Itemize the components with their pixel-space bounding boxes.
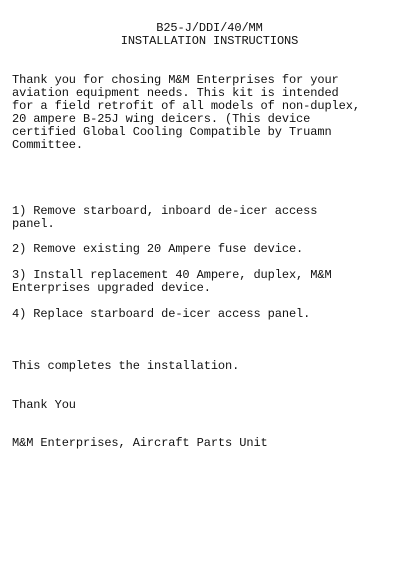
thanks-text: Thank You [12,398,76,412]
document-code: B25-J/DDI/40/MM [156,21,263,35]
intro-line: Thank you for chosing M&M Enterprises for your [12,73,339,87]
step-2-line: 2) Remove existing 20 Ampere fuse device. [12,242,304,256]
document-title: INSTALLATION INSTRUCTIONS [120,34,299,48]
intro-line: certified Global Cooling Compatible by Truamn [12,125,332,139]
step-1-line: panel. [12,217,55,231]
intro-line: 20 ampere B-25J wing deicers. (This device [12,112,311,126]
step-3-line: Enterprises upgraded device. [12,281,211,295]
step-1-line: 1) Remove starboard, inboard de-icer access [12,204,318,218]
completion-text: This completes the installation. [12,359,240,373]
intro-line: for a field retrofit of all models of non-duplex, [12,99,360,113]
step-4-line: 4) Replace starboard de-icer access panel. [12,307,311,321]
signature-text: M&M Enterprises, Aircraft Parts Unit [12,436,268,450]
step-3-line: 3) Install replacement 40 Ampere, duplex, M&M [12,268,332,282]
intro-line: Committee. [12,138,84,152]
intro-line: aviation equipment needs. This kit is intended [12,86,339,100]
